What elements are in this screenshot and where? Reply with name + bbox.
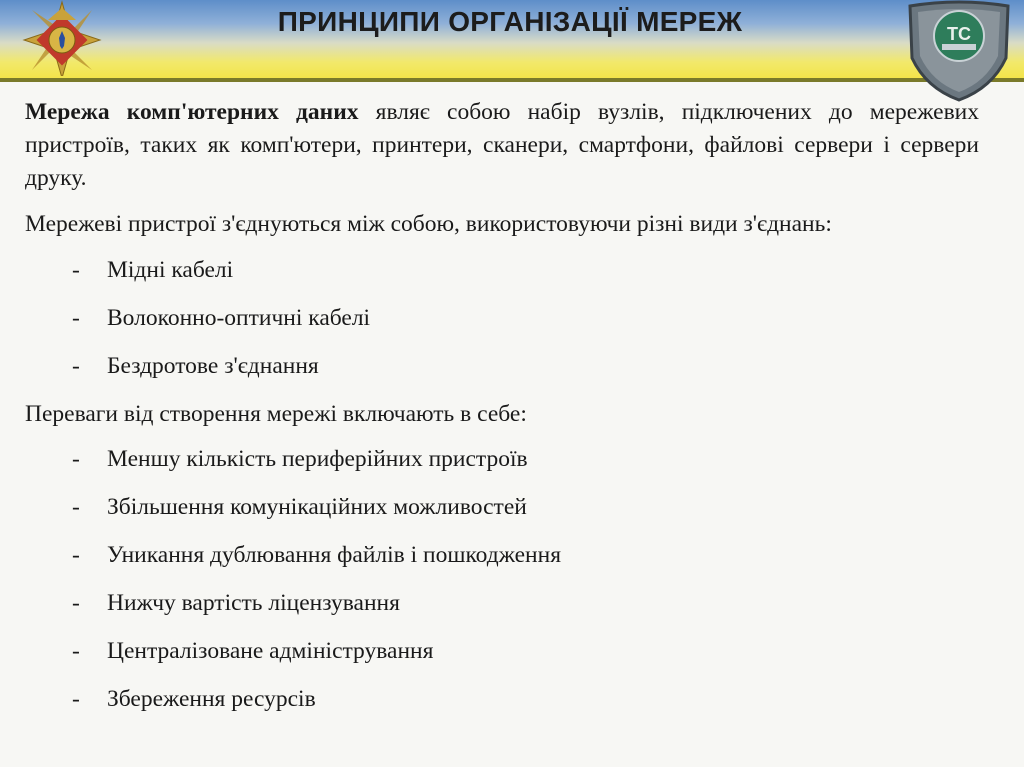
bullet-dash: - (72, 353, 80, 379)
list-item-text: Збереження ресурсів (107, 686, 316, 712)
slide-title: ПРИНЦИПИ ОРГАНІЗАЦІЇ МЕРЕЖ (277, 6, 743, 37)
list-item (25, 587, 979, 620)
bullet-dash: - (72, 638, 80, 664)
list-item (25, 350, 979, 383)
advantages-list (25, 443, 979, 716)
list-item (25, 683, 979, 716)
tc-shield-emblem-icon (896, 0, 1022, 104)
header-divider (0, 78, 1024, 82)
bullet-dash: - (72, 542, 80, 568)
advantages-intro: Переваги від створення мережі включають в себе: (25, 401, 527, 427)
list-item (25, 635, 979, 668)
list-item (25, 539, 979, 572)
bullet-dash: - (72, 257, 80, 283)
slide-content (25, 96, 979, 731)
list-item-text: Уникання дублювання файлів і пошкодження (107, 542, 562, 568)
list-item-text: Волоконно-оптичні кабелі (107, 305, 371, 331)
bullet-dash: - (72, 446, 80, 472)
list-item (25, 443, 979, 476)
network-definition (25, 96, 979, 195)
list-item-text: Меншу кількість периферійних пристроїв (107, 446, 528, 472)
bullet-dash: - (72, 305, 80, 331)
tc-shield-text: ТС (947, 24, 971, 44)
list-item (25, 302, 979, 335)
list-item (25, 491, 979, 524)
bullet-dash: - (72, 494, 80, 520)
list-item-text: Мідні кабелі (107, 257, 234, 283)
bullet-dash: - (72, 686, 80, 712)
list-item-text: Бездротове з'єднання (107, 353, 319, 379)
network-term: Мережа комп'ютерних даних (25, 99, 359, 125)
connections-intro: Мережеві пристрої з'єднуються між собою, використовуючи різні види з'єднань: (25, 211, 832, 237)
armed-forces-emblem-icon (8, 0, 116, 76)
list-item-text: Нижчу вартість ліцензування (107, 590, 400, 616)
network-definition-text: являє собою набір вузлів, підключених до мережевих пристроїв, таких як комп'ютери, принтери, сканери, смартфони, файлові сервери і сервери друку. (25, 99, 979, 191)
list-item-text: Централізоване адміністрування (107, 638, 434, 664)
list-item-text: Збільшення комунікаційних можливостей (107, 494, 527, 520)
bullet-dash: - (72, 590, 80, 616)
list-item (25, 254, 979, 287)
connections-list (25, 254, 979, 383)
